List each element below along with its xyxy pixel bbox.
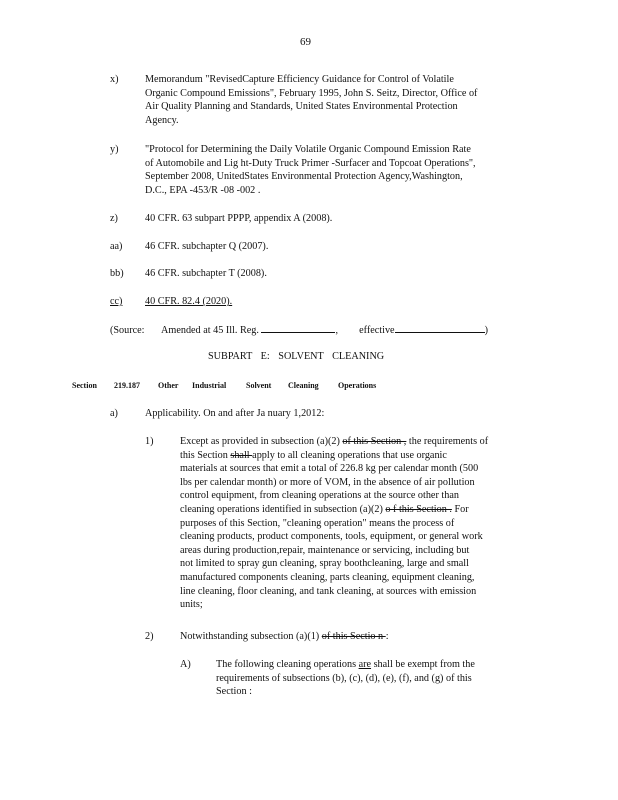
section-title-word: Other xyxy=(158,381,179,390)
reference-x xyxy=(145,73,477,127)
item-A-label: A) xyxy=(180,659,191,670)
text-line: areas during production,repair, maintenance or servicing, including but xyxy=(180,544,470,556)
register-blank xyxy=(261,322,335,333)
reference-line: "Protocol for Determining the Daily Volatile Organic Compound Emission Rate xyxy=(145,144,471,155)
text-line: Section : xyxy=(216,686,252,698)
text-line: requirements of subsections (b), (c), (d), (e), (f), and (g) of this xyxy=(216,672,472,684)
text-run: Except as provided in subsection (a)(2) xyxy=(180,436,343,447)
text-run: the requirements of xyxy=(406,436,489,447)
source-prefix: (Source: xyxy=(110,325,145,336)
reference-label-z: z) xyxy=(110,213,118,224)
section-number: 219.187 xyxy=(114,381,140,390)
struck-text: of this Section , xyxy=(342,436,407,447)
page-number: 69 xyxy=(300,36,311,48)
section-title-word: Solvent xyxy=(246,381,272,390)
subpart-heading: SUBPART E: SOLVENT CLEANING xyxy=(208,351,385,362)
source-comma: , xyxy=(335,325,339,336)
text-line: materials at sources that emit a total of 226.8 kg per calendar month (500 xyxy=(180,463,479,475)
reference-label-y: y) xyxy=(110,144,119,155)
text-run: Notwithstanding subsection (a)(1) xyxy=(180,631,322,642)
item-1-text xyxy=(180,435,488,612)
reference-label-bb: bb) xyxy=(110,268,124,279)
reference-label-cc: cc) xyxy=(110,296,123,307)
text-run: For xyxy=(451,503,469,515)
reference-line: Memorandum "RevisedCapture Efficiency Guidance for Control of Volatile xyxy=(145,74,454,85)
text-run: The following cleaning operations xyxy=(216,659,359,670)
text-run: cleaning operations identified in subsection (a)(2) xyxy=(180,503,386,515)
source-note xyxy=(110,322,488,338)
text-line: lbs per calendar month) or more of VOM, in the absence of air pollution xyxy=(180,476,475,488)
reference-label-x: x) xyxy=(110,74,119,85)
text-line: line cleaning, floor cleaning, and tank cleaning, at sources with emission xyxy=(180,585,477,597)
text-run: apply to all cleaning operations that use organic xyxy=(252,449,447,461)
item-2-text xyxy=(180,630,389,644)
struck-text: o f this Section . xyxy=(385,503,452,515)
source-amended: Amended at 45 Ill. Reg. xyxy=(161,325,259,336)
reference-line: Organic Compound Emissions", February 1995, John S. Seitz, Director, Office of xyxy=(145,87,478,99)
reference-aa: 46 CFR. subchapter Q (2007). xyxy=(145,241,269,252)
reference-line: of Automobile and Lig ht-Duty Truck Primer -Surfacer and Topcoat Operations", xyxy=(145,157,476,169)
source-effective: effective xyxy=(359,325,395,336)
reference-line: Air Quality Planning and Standards, United States Environmental Protection xyxy=(145,101,458,113)
section-title-word: Operations xyxy=(338,381,377,390)
effective-date-blank xyxy=(395,322,485,333)
text-run: this Section xyxy=(180,449,231,461)
section-word: Section xyxy=(72,381,97,390)
reference-y xyxy=(145,143,476,197)
item-2-label: 2) xyxy=(145,631,154,642)
item-1-label: 1) xyxy=(145,436,154,447)
reference-line: September 2008, UnitedStates Environmental Protection Agency,Washington, xyxy=(145,171,463,183)
reference-z: 40 CFR. 63 subpart PPPP, appendix A (2008). xyxy=(145,213,333,224)
struck-text: of this Sectio n xyxy=(321,631,386,642)
text-line: purposes of this Section, "cleaning operation" means the process of xyxy=(180,517,455,529)
text-run: shall be exempt from the xyxy=(371,659,475,670)
text-line: units; xyxy=(180,599,203,611)
source-close: ) xyxy=(484,325,488,336)
struck-text: shall xyxy=(230,449,253,461)
text-line: cleaning products, product components, tools, equipment, or general work xyxy=(180,531,483,543)
reference-line: Agency. xyxy=(145,114,179,126)
reference-line: D.C., EPA -453/R -08 -002 . xyxy=(145,184,261,196)
text-run: : xyxy=(385,631,389,642)
text-line: not limited to spray gun cleaning, spray boothcleaning, large and small xyxy=(180,558,469,570)
item-a-text: Applicability. On and after Ja nuary 1,2012: xyxy=(145,408,325,419)
reference-label-aa: aa) xyxy=(110,241,123,252)
reference-cc: 40 CFR. 82.4 (2020). xyxy=(145,296,233,307)
text-line: manufactured components cleaning, parts cleaning, equipment cleaning, xyxy=(180,571,475,583)
item-A-text xyxy=(216,658,475,699)
reference-bb: 46 CFR. subchapter T (2008). xyxy=(145,268,267,279)
item-a-label: a) xyxy=(110,408,118,419)
section-title-word: Industrial xyxy=(192,381,227,390)
underlined-text: are xyxy=(358,659,372,670)
section-title-word: Cleaning xyxy=(288,381,319,390)
text-line: control equipment, from cleaning operations at the source other than xyxy=(180,490,459,502)
